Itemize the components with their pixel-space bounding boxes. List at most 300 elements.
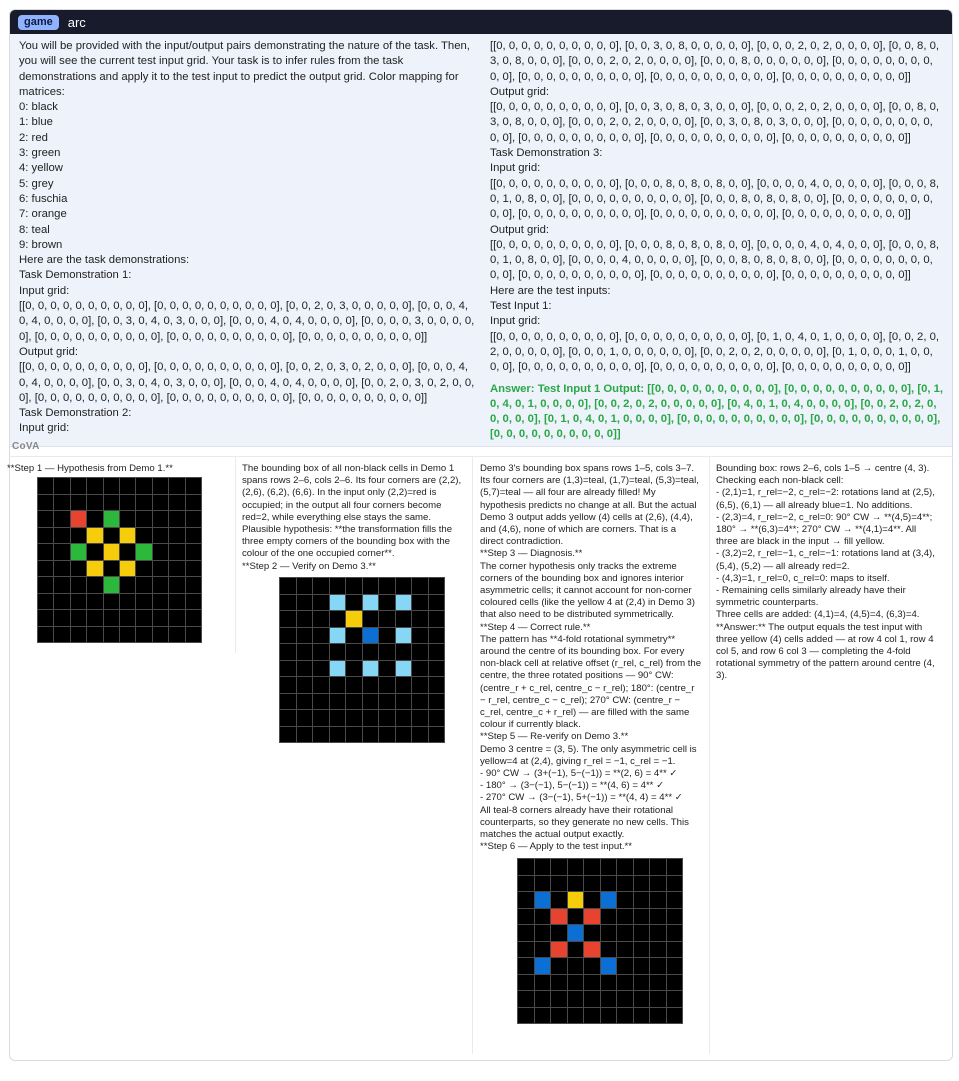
grid-cell xyxy=(54,577,69,593)
reasoning-line: - 270° CW → (3−(−1), 5+(−1)) = **(4, 4) = 4** ✓ xyxy=(480,792,683,804)
prompt-line: 4: yellow xyxy=(19,162,63,175)
reasoning-line: Three cells are added: (4,1)=4, (4,5)=4, (6,3)=4. xyxy=(716,609,920,621)
grid-cell xyxy=(584,991,600,1007)
grid-cell xyxy=(396,677,412,693)
grid-cell xyxy=(667,1008,683,1024)
reasoning-line: **Step 5 — Re-verify on Demo 3.** xyxy=(480,731,629,743)
grid-cell xyxy=(634,991,650,1007)
grid-cell xyxy=(38,594,53,610)
grid-cell xyxy=(535,991,551,1007)
prompt-line: [[0, 0, 0, 0, 0, 0, 0, 0, 0, 0], [0, 0, 3, 0, 8, 0, 3, 0, 0, 0], [0, 0, 0, 2, 0, 2, 0, 0, 0, 0], [0, 0, 8, 0, 3, 0, 8, 0, 0, 0], [0, 0, 0, 2, 0, 2, 0, 0, 0, 0], [0, 0, 3, 0, 8, 0, 3, 0, 0, 0], [0, 0, 0, 0, 0, 0, 0, 0, 0, 0], [0, 0, 0, 0, 0, 0, 0, 0, 0, 0], [0, 0, 0, 0, 0, 0, 0, 0, 0, 0], [0, 0, 0, 0, 0, 0, 0, 0, 0, 0]] xyxy=(490,101,940,144)
grid-cell xyxy=(396,710,412,726)
grid-cell xyxy=(363,578,379,594)
grid-cell xyxy=(551,975,567,991)
grid-cell xyxy=(667,942,683,958)
grid-cell xyxy=(396,595,412,611)
reasoning-line: Bounding box: rows 2–6, cols 1–5 → centre (4, 3). Checking each non-black cell: xyxy=(716,463,930,487)
grid-cell xyxy=(601,1008,617,1024)
grid-cell xyxy=(601,991,617,1007)
grid-cell xyxy=(535,942,551,958)
grid-cell xyxy=(518,909,534,925)
grid-cell xyxy=(120,511,135,527)
grid-cell xyxy=(363,661,379,677)
grid-cell xyxy=(429,578,445,594)
grid-cell xyxy=(568,892,584,908)
prompt-line: [[0, 0, 0, 0, 0, 0, 0, 0, 0, 0], [0, 0, 0, 0, 0, 0, 0, 0, 0, 0], [0, 0, 2, 0, 3, 0, 2, 0, 0, 0], [0, 0, 0, 4, 0, 4, 0, 0, 0, 0], [0, 0, 3, 0, 4, 0, 3, 0, 0, 0], [0, 0, 0, 4, 0, 4, 0, 0, 0, 0], [0, 0, 2, 0, 3, 0, 2, 0, 0, 0], [0, 0, 0, 0, 0, 0, 0, 0, 0, 0], [0, 0, 0, 0, 0, 0, 0, 0, 0, 0], [0, 0, 0, 0, 0, 0, 0, 0, 0, 0]] xyxy=(19,361,475,404)
grid-cell xyxy=(330,628,346,644)
grid-cell xyxy=(136,627,151,643)
grid-cell xyxy=(535,1008,551,1024)
grid-cell xyxy=(297,611,313,627)
reasoning-line: - (4,3)=1, r_rel=0, c_rel=0: maps to itself. xyxy=(716,572,890,584)
grid-cell xyxy=(396,628,412,644)
grid-cell xyxy=(297,661,313,677)
grid-cell xyxy=(280,727,296,743)
grid-cell xyxy=(104,495,119,511)
grid-cell xyxy=(429,661,445,677)
grid-cell xyxy=(87,561,102,577)
grid-cell xyxy=(54,544,69,560)
grid-cell xyxy=(396,694,412,710)
grid-cell xyxy=(87,627,102,643)
grid-cell xyxy=(153,561,168,577)
grid-cell xyxy=(518,876,534,892)
grid-cell xyxy=(280,595,296,611)
grid-cell xyxy=(551,942,567,958)
grid-cell xyxy=(120,544,135,560)
grid-cell xyxy=(667,958,683,974)
column-divider xyxy=(709,457,710,1054)
grid-cell xyxy=(535,892,551,908)
grid-cell xyxy=(169,511,184,527)
prompt-right-column xyxy=(490,39,945,443)
grid-cell xyxy=(153,594,168,610)
grid-cell xyxy=(120,577,135,593)
grid-cell xyxy=(71,610,86,626)
grid-cell xyxy=(38,511,53,527)
grid-cell xyxy=(313,677,329,693)
grid-cell xyxy=(667,892,683,908)
reasoning-line: **Step 1 — Hypothesis from Demo 1.** xyxy=(7,463,173,474)
cova-column-3 xyxy=(480,463,702,854)
grid-cell xyxy=(330,595,346,611)
grid-cell xyxy=(518,1008,534,1024)
prompt-line: Input grid: xyxy=(19,422,70,435)
grid-cell xyxy=(379,578,395,594)
grid-cell xyxy=(518,925,534,941)
grid-cell xyxy=(54,495,69,511)
grid-cell xyxy=(104,577,119,593)
grid-cell xyxy=(71,561,86,577)
grid-cell xyxy=(584,892,600,908)
grid-cell xyxy=(667,925,683,941)
grid-cell xyxy=(568,942,584,958)
grid-cell xyxy=(313,727,329,743)
grid-cell xyxy=(379,694,395,710)
game-badge: game xyxy=(18,15,59,30)
grid-cell xyxy=(617,942,633,958)
grid-cell xyxy=(535,909,551,925)
grid-cell xyxy=(650,942,666,958)
reasoning-line: Demo 3's bounding box spans rows 1–5, cols 3–7. Its four corners are (1,3)=teal, (1,7)=teal, (5,3)=teal, (5,7)=teal — all four are already filled! My hypothesis predicts no change at all. But the actual Demo 3 output adds yellow (4) cells at (2,6), (4,4), and (4,6), none of which are corners. That is a direct contradiction. xyxy=(480,463,699,548)
grid-cell xyxy=(396,727,412,743)
grid-cell xyxy=(87,495,102,511)
grid-cell xyxy=(346,694,362,710)
grid-cell xyxy=(153,528,168,544)
prompt-line: [[0, 0, 0, 0, 0, 0, 0, 0, 0, 0], [0, 0, 0, 8, 0, 8, 0, 8, 0, 0], [0, 0, 0, 0, 4, 0, 0, 0, 0, 0], [0, 0, 0, 8, 0, 1, 0, 8, 0, 0], [0, 0, 0, 0, 0, 0, 0, 0, 0, 0], [0, 0, 0, 8, 0, 8, 0, 8, 0, 0], [0, 0, 0, 0, 0, 0, 0, 0, 0, 0], [0, 0, 0, 0, 0, 0, 0, 0, 0, 0], [0, 0, 0, 0, 0, 0, 0, 0, 0, 0], [0, 0, 0, 0, 0, 0, 0, 0, 0, 0]] xyxy=(490,177,940,221)
prompt-line: [[0, 0, 0, 0, 0, 0, 0, 0, 0, 0], [0, 0, 0, 0, 0, 0, 0, 0, 0, 0], [0, 0, 2, 0, 3, 0, 0, 0, 0, 0], [0, 0, 0, 4, 0, 4, 0, 0, 0, 0], [0, 0, 3, 0, 4, 0, 3, 0, 0, 0], [0, 0, 0, 4, 0, 4, 0, 0, 0, 0], [0, 0, 0, 0, 3, 0, 0, 0, 0, 0], [0, 0, 0, 0, 0, 0, 0, 0, 0, 0], [0, 0, 0, 0, 0, 0, 0, 0, 0, 0], [0, 0, 0, 0, 0, 0, 0, 0, 0, 0]] xyxy=(19,300,475,343)
grid-cell xyxy=(38,627,53,643)
grid-cell xyxy=(280,677,296,693)
grid-cell xyxy=(363,628,379,644)
grid-cell xyxy=(280,710,296,726)
grid-cell xyxy=(104,528,119,544)
grid-cell xyxy=(617,958,633,974)
grid-cell xyxy=(346,578,362,594)
prompt-line: Here are the test inputs: xyxy=(490,284,611,297)
grid-cell xyxy=(568,958,584,974)
grid-cell xyxy=(104,478,119,494)
grid-cell xyxy=(313,694,329,710)
grid-cell xyxy=(379,727,395,743)
grid-cell xyxy=(412,578,428,594)
grid-cell xyxy=(535,859,551,875)
cova-label: CoVA xyxy=(12,441,40,452)
grid-cell xyxy=(153,478,168,494)
grid-cell xyxy=(617,909,633,925)
grid-cell xyxy=(518,892,534,908)
grid-cell xyxy=(551,991,567,1007)
grid-cell xyxy=(169,528,184,544)
grid-cell xyxy=(634,1008,650,1024)
grid-cell xyxy=(634,958,650,974)
grid-cell xyxy=(551,859,567,875)
grid-cell xyxy=(518,975,534,991)
grid-cell xyxy=(330,727,346,743)
prompt-line: Test Input 1: xyxy=(490,300,552,313)
grid-cell xyxy=(87,544,102,560)
grid-cell xyxy=(667,975,683,991)
grid-cell xyxy=(568,925,584,941)
grid-cell xyxy=(38,577,53,593)
grid-cell xyxy=(186,627,201,643)
prompt-line: Here are the task demonstrations: xyxy=(19,254,190,267)
grid-cell xyxy=(136,594,151,610)
grid-cell xyxy=(346,710,362,726)
grid-cell xyxy=(568,909,584,925)
grid-cell xyxy=(617,892,633,908)
grid-cell xyxy=(330,661,346,677)
prompt-line: 5: grey xyxy=(19,177,54,190)
grid-cell xyxy=(186,577,201,593)
grid-cell xyxy=(136,478,151,494)
grid-cell xyxy=(429,710,445,726)
grid-cell xyxy=(186,610,201,626)
grid-cell xyxy=(71,627,86,643)
grid-cell xyxy=(363,595,379,611)
grid-cell xyxy=(379,595,395,611)
grid-cell xyxy=(412,595,428,611)
cova-column-2 xyxy=(242,463,462,573)
grid-cell xyxy=(87,478,102,494)
grid-cell xyxy=(346,628,362,644)
reasoning-line: **Answer:** The output equals the test input with three yellow (4) cells added — at row 4 col 1, row 4 col 5, and row 6 col 3 — completing the 4-fold rotational symmetry of the pattern around centre (4, 3). xyxy=(716,621,935,682)
reasoning-line: The pattern has **4-fold rotational symmetry** around the centre of its bounding box. For every non-black cell at relative offset (r_rel, c_rel) from the centre, the three rotated positions — 90° CW: (centre_r + c_rel, centre_c − r_rel); 180°: (centre_r − r_rel, centre_c − c_rel); 270° CW: (centre_r − c_rel, centre_c + r_rel) — are filled with the same colour if currently black. xyxy=(480,633,702,731)
test-output-grid xyxy=(517,858,683,1024)
grid-cell xyxy=(297,710,313,726)
grid-cell xyxy=(429,611,445,627)
grid-cell xyxy=(136,511,151,527)
grid-cell xyxy=(71,594,86,610)
grid-cell xyxy=(120,610,135,626)
prompt-left-column xyxy=(19,39,477,437)
grid-cell xyxy=(186,544,201,560)
grid-cell xyxy=(313,578,329,594)
grid-cell xyxy=(186,561,201,577)
grid-cell xyxy=(551,876,567,892)
grid-cell xyxy=(71,528,86,544)
grid-cell xyxy=(584,1008,600,1024)
grid-cell xyxy=(650,876,666,892)
grid-cell xyxy=(153,577,168,593)
grid-cell xyxy=(186,495,201,511)
grid-cell xyxy=(120,627,135,643)
grid-cell xyxy=(634,859,650,875)
grid-cell xyxy=(136,577,151,593)
grid-cell xyxy=(568,975,584,991)
grid-cell xyxy=(601,942,617,958)
grid-cell xyxy=(153,627,168,643)
grid-cell xyxy=(136,528,151,544)
grid-cell xyxy=(280,578,296,594)
grid-cell xyxy=(186,594,201,610)
demo3-input-grid xyxy=(279,577,445,743)
grid-cell xyxy=(412,727,428,743)
grid-cell xyxy=(71,544,86,560)
grid-cell xyxy=(346,727,362,743)
grid-cell xyxy=(346,611,362,627)
grid-cell xyxy=(634,925,650,941)
prompt-line: [[0, 0, 0, 0, 0, 0, 0, 0, 0, 0], [0, 0, 0, 8, 0, 8, 0, 8, 0, 0], [0, 0, 0, 0, 4, 0, 4, 0, 0, 0], [0, 0, 0, 8, 0, 1, 0, 8, 0, 0], [0, 0, 0, 0, 4, 0, 0, 0, 0, 0], [0, 0, 0, 8, 0, 8, 0, 8, 0, 0], [0, 0, 0, 0, 0, 0, 0, 0, 0, 0], [0, 0, 0, 0, 0, 0, 0, 0, 0, 0], [0, 0, 0, 0, 0, 0, 0, 0, 0, 0], [0, 0, 0, 0, 0, 0, 0, 0, 0, 0]] xyxy=(490,238,940,282)
grid-cell xyxy=(617,975,633,991)
grid-cell xyxy=(429,595,445,611)
grid-cell xyxy=(186,478,201,494)
grid-cell xyxy=(634,942,650,958)
grid-cell xyxy=(104,561,119,577)
grid-cell xyxy=(54,594,69,610)
grid-cell xyxy=(518,958,534,974)
reasoning-line: **Step 4 — Correct rule.** xyxy=(480,621,591,633)
prompt-line: 9: brown xyxy=(19,238,63,251)
grid-cell xyxy=(38,495,53,511)
grid-cell xyxy=(136,495,151,511)
grid-cell xyxy=(280,661,296,677)
grid-cell xyxy=(601,975,617,991)
grid-cell xyxy=(617,859,633,875)
grid-cell xyxy=(412,694,428,710)
grid-cell xyxy=(568,1008,584,1024)
grid-cell xyxy=(568,876,584,892)
prompt-line: Task Demonstration 3: xyxy=(490,147,603,160)
grid-cell xyxy=(120,528,135,544)
grid-cell xyxy=(313,644,329,660)
grid-cell xyxy=(412,661,428,677)
grid-cell xyxy=(650,859,666,875)
grid-cell xyxy=(429,644,445,660)
grid-cell xyxy=(650,892,666,908)
grid-cell xyxy=(535,975,551,991)
grid-cell xyxy=(634,975,650,991)
prompt-line: 7: orange xyxy=(19,208,67,221)
grid-cell xyxy=(330,611,346,627)
grid-cell xyxy=(186,528,201,544)
grid-cell xyxy=(601,925,617,941)
grid-cell xyxy=(412,677,428,693)
grid-cell xyxy=(169,577,184,593)
grid-cell xyxy=(297,677,313,693)
grid-cell xyxy=(346,595,362,611)
grid-cell xyxy=(617,876,633,892)
reasoning-line: - 90° CW → (3+(−1), 5−(−1)) = **(2, 6) = 4** ✓ xyxy=(480,768,678,780)
grid-cell xyxy=(54,511,69,527)
grid-cell xyxy=(120,495,135,511)
grid-cell xyxy=(379,677,395,693)
grid-cell xyxy=(38,544,53,560)
grid-cell xyxy=(551,1008,567,1024)
grid-cell xyxy=(617,991,633,1007)
grid-cell xyxy=(297,628,313,644)
grid-cell xyxy=(87,594,102,610)
grid-cell xyxy=(518,991,534,1007)
grid-cell xyxy=(667,859,683,875)
grid-cell xyxy=(412,710,428,726)
grid-cell xyxy=(363,644,379,660)
grid-cell xyxy=(54,528,69,544)
grid-cell xyxy=(297,694,313,710)
grid-cell xyxy=(297,578,313,594)
reasoning-line: - (3,2)=2, r_rel=−1, c_rel=−1: rotations land at (3,4), (5,4), (5,2) — all already red=2. xyxy=(716,548,935,572)
grid-cell xyxy=(38,478,53,494)
grid-cell xyxy=(313,595,329,611)
prompt-line: [[0, 0, 0, 0, 0, 0, 0, 0, 0, 0], [0, 0, 3, 0, 8, 0, 0, 0, 0, 0], [0, 0, 0, 2, 0, 2, 0, 0, 0, 0], [0, 0, 8, 0, 3, 0, 8, 0, 0, 0], [0, 0, 0, 2, 0, 2, 0, 0, 0, 0], [0, 0, 0, 8, 0, 0, 0, 0, 0, 0], [0, 0, 0, 0, 0, 0, 0, 0, 0, 0], [0, 0, 0, 0, 0, 0, 0, 0, 0, 0], [0, 0, 0, 0, 0, 0, 0, 0, 0, 0], [0, 0, 0, 0, 0, 0, 0, 0, 0, 0]] xyxy=(490,40,940,83)
grid-cell xyxy=(313,611,329,627)
grid-cell xyxy=(535,876,551,892)
grid-cell xyxy=(617,1008,633,1024)
grid-cell xyxy=(87,577,102,593)
grid-cell xyxy=(136,561,151,577)
grid-cell xyxy=(429,677,445,693)
grid-cell xyxy=(396,661,412,677)
grid-cell xyxy=(38,528,53,544)
grid-cell xyxy=(568,991,584,1007)
grid-cell xyxy=(551,958,567,974)
grid-cell xyxy=(54,561,69,577)
grid-cell xyxy=(584,975,600,991)
grid-cell xyxy=(346,644,362,660)
reasoning-line: - 180° → (3−(−1), 5−(−1)) = **(4, 6) = 4** ✓ xyxy=(480,780,665,792)
grid-cell xyxy=(601,892,617,908)
grid-cell xyxy=(601,876,617,892)
grid-cell xyxy=(71,478,86,494)
grid-cell xyxy=(429,628,445,644)
grid-cell xyxy=(601,958,617,974)
grid-cell xyxy=(617,925,633,941)
grid-cell xyxy=(313,661,329,677)
grid-cell xyxy=(601,909,617,925)
grid-cell xyxy=(396,611,412,627)
prompt-line: Output grid: xyxy=(490,223,550,236)
grid-cell xyxy=(136,544,151,560)
grid-cell xyxy=(363,710,379,726)
grid-cell xyxy=(71,511,86,527)
grid-cell xyxy=(379,611,395,627)
grid-cell xyxy=(169,495,184,511)
grid-cell xyxy=(120,594,135,610)
grid-cell xyxy=(330,694,346,710)
grid-cell xyxy=(363,611,379,627)
grid-cell xyxy=(297,595,313,611)
prompt-line: 1: blue xyxy=(19,116,53,129)
grid-cell xyxy=(363,677,379,693)
grid-cell xyxy=(280,694,296,710)
reasoning-line: The corner hypothesis only tracks the extreme corners of the bounding box and ignores interior asymmetric cells; it cannot account for non-corner coloured cells (like the yellow 4 at (2,4) in Demo 3) that also need to be distributed symmetrically. xyxy=(480,560,695,621)
grid-cell xyxy=(535,958,551,974)
grid-cell xyxy=(634,876,650,892)
grid-cell xyxy=(429,694,445,710)
grid-cell xyxy=(650,975,666,991)
grid-cell xyxy=(363,727,379,743)
grid-cell xyxy=(330,644,346,660)
grid-cell xyxy=(330,677,346,693)
grid-cell xyxy=(429,727,445,743)
grid-cell xyxy=(313,628,329,644)
column-divider xyxy=(472,457,473,1054)
grid-cell xyxy=(330,578,346,594)
prompt-line: Task Demonstration 2: xyxy=(19,407,132,420)
grid-cell xyxy=(313,710,329,726)
grid-cell xyxy=(87,528,102,544)
grid-cell xyxy=(667,876,683,892)
prompt-line: Output grid: xyxy=(19,345,79,358)
grid-cell xyxy=(169,594,184,610)
grid-cell xyxy=(280,644,296,660)
grid-cell xyxy=(396,578,412,594)
grid-cell xyxy=(54,627,69,643)
prompt-line: Output grid: xyxy=(490,85,550,98)
grid-cell xyxy=(379,644,395,660)
answer-text: Answer: Test Input 1 Output: [[0, 0, 0, 0, 0, 0, 0, 0, 0, 0], [0, 0, 0, 0, 0, 0, 0, 0, 0, 0], [0, 1, 0, 4, 0, 1, 0, 0, 0, 0], [0, 0, 2, 0, 2, 0, 0, 0, 0, 0], [0, 4, 0, 1, 0, 4, 0, 0, 0, 0], [0, 0, 2, 0, 2, 0, 0, 0, 0, 0], [0, 1, 0, 4, 0, 1, 0, 0, 0, 0], [0, 0, 0, 0, 0, 0, 0, 0, 0, 0], [0, 0, 0, 0, 0, 0, 0, 0, 0, 0], [0, 0, 0, 0, 0, 0, 0, 0, 0, 0]] xyxy=(490,382,944,441)
grid-cell xyxy=(330,710,346,726)
grid-cell xyxy=(650,958,666,974)
grid-cell xyxy=(153,495,168,511)
grid-cell xyxy=(535,925,551,941)
grid-cell xyxy=(584,942,600,958)
grid-cell xyxy=(38,561,53,577)
grid-cell xyxy=(634,892,650,908)
cova-column-4 xyxy=(716,463,936,683)
reasoning-line: **Step 3 — Diagnosis.** xyxy=(480,548,583,560)
grid-cell xyxy=(104,511,119,527)
grid-cell xyxy=(104,627,119,643)
grid-cell xyxy=(650,925,666,941)
grid-cell xyxy=(396,644,412,660)
grid-cell xyxy=(87,511,102,527)
grid-cell xyxy=(297,644,313,660)
grid-cell xyxy=(518,942,534,958)
reasoning-line: - (2,1)=1, r_rel=−2, c_rel=−2: rotations land at (2,5), (6,5), (6,1) — all already blue=1. No additions. xyxy=(716,487,935,511)
grid-cell xyxy=(412,611,428,627)
title-bar xyxy=(10,10,953,34)
